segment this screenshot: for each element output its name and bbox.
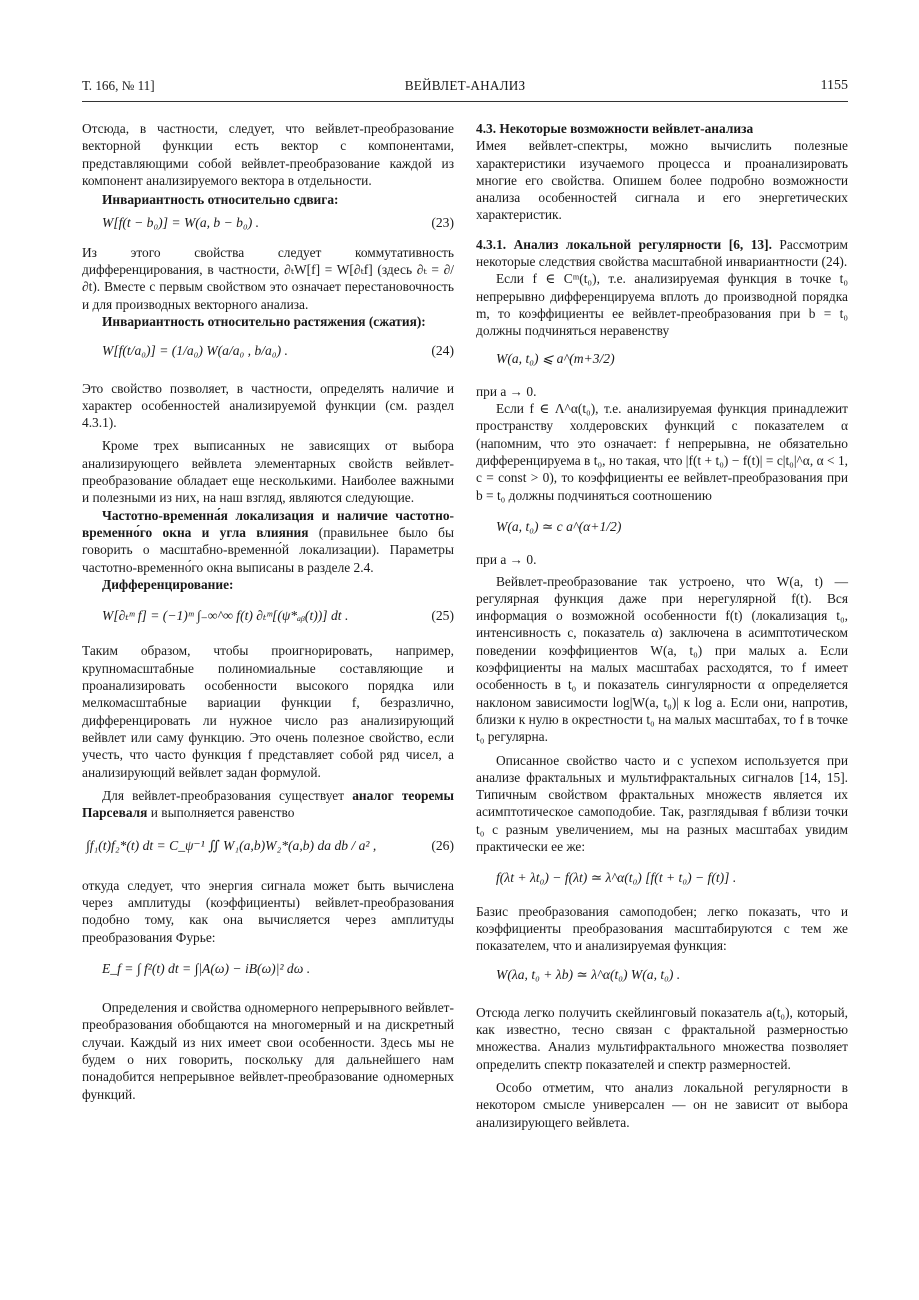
- property-heading-shift: Инвариантность относительно сдвига:: [102, 192, 339, 208]
- paragraph: Кроме трех выписанных не зависящих от выбора анализирующего вейвлета элементарных свойств вейвлет-преобразование обладает еще несколькими. Наиболее важными и полезными из них, на наш взгляд, являются следующие.: [82, 438, 454, 506]
- property-heading-diff: Дифференцирование:: [102, 576, 234, 592]
- paragraph: Описанное свойство часто и с успехом используется при анализе фрактальных и мультифрактальных сигналов [14, 15]. Типичным свойством фрактальных множеств является их асимптотическое самоподобие. Так, разглядывая f вблизи точки t₀ с разным увеличением, мы на разных масштабах увидим практически ее же:: [476, 752, 848, 854]
- header-rule: [82, 101, 848, 102]
- property-heading-scale: Инвариантность относительно растяжения (сжатия):: [102, 313, 426, 329]
- paragraph: Если f ∈ Cᵐ(t₀), т.е. анализируемая функция в точке t₀ непрерывно дифференцируема вплоть до производной порядка m, то коэффициенты ее вейвлет-преобразования при b = t₀ должны подчиняться неравенству: [476, 271, 848, 339]
- equation-24: W[f(t/a₀)] = (1/a₀) W(a/a₀ , b/a₀) . (24): [102, 343, 454, 359]
- section-heading: 4.3. Некоторые возможности вейвлет-анализа: [476, 121, 754, 136]
- paragraph: Отсюда легко получить скейлинговый показатель a(t₀), который, как известно, тесно связан с фрактальной размерностью множества. Анализ мультифрактального множества позволяет определить спектр показателей и спектр размерностей.: [476, 1004, 848, 1072]
- equation-23: W[f(t − b₀)] = W(a, b − b₀) . (23): [102, 215, 454, 231]
- paragraph: Вейвлет-преобразование так устроено, что W(a, t) — регулярная функция даже при нерегулярной f(t). Вся информация о возможной особенности f(t) (локализация t₀, интенсивность c, показатель α) заключена в асимптотическом поведении коэффициентов W(a, t₀) при малых a. Если коэффициенты на малых масштабах расходятся, то f имеет особенность в t₀ и показатель сингулярности α определяется наклоном зависимости log|W(a, t₀)| к log a. Если они, напротив, близки к нулю в окрестности t₀ на малых масштабах, то f в точке t₀ регулярна.: [476, 573, 848, 745]
- parseval-term: аналог теоремы Парсеваля: [82, 787, 455, 821]
- equation-number: (25): [431, 608, 454, 624]
- property-heading-localization: Частотно-временна́я локализация и наличие частотно-временно́го окна и угла влияния: [82, 507, 454, 540]
- paragraph: Базис преобразования самоподобен; легко показать, что и коэффициенты преобразования масштабируются с тем же показателем, что и анализируемая функция:: [476, 903, 848, 954]
- paragraph: Частотно-временна́я локализация и наличие частотно-временно́го окна и угла влияния (правильнее было бы говорить о масштабно-временно́й локализации). Параметры частотно-временно́го окна выписаны в разделе 2.4.: [82, 507, 454, 575]
- paragraph: Особо отметим, что анализ локальной регулярности в некотором смысле универсален — он не зависит от выбора анализирующего вейвлета.: [476, 1079, 848, 1130]
- paragraph: Имея вейвлет-спектры, можно вычислить полезные характеристики изучаемого процесса и проанализировать многие его свойства. Опишем более подробно возможности анализа особенностей сигнала и его энергетических характеристик.: [476, 138, 848, 223]
- equation-holder-relation: W(a, t₀) ≃ c a^(α+1/2): [496, 518, 622, 534]
- subsection-heading: 4.3.1. Анализ локальной регулярности [6, 13].: [476, 236, 772, 252]
- journal-volume: Т. 166, № 11]: [82, 78, 155, 93]
- right-column: [476, 120, 848, 1131]
- paragraph: откуда следует, что энергия сигнала может быть вычислена через амплитуды (коэффициенты) вейвлет-преобразования подобно тому, как она вычисляется через амплитуды преобразования Фурье:: [82, 877, 454, 945]
- paragraph: 4.3.1. Анализ локальной регулярности [6, 13]. Рассмотрим некоторые следствия свойства масштабной инвариантности (24).: [476, 236, 849, 270]
- equation-scaling: W(λa, t₀ + λb) ≃ λ^α(t₀) W(a, t₀) .: [496, 967, 681, 983]
- paragraph: Если f ∈ Λ^α(t₀), т.е. анализируемая функция принадлежит пространству холдеровских функций с показателем α (напомним, что это означает: f непрерывна, не обязательно дифференцируема в t₀, но такая, что |f(t + t₀) − f(t)| = c|t₀|^α, α < 1, c = const > 0), то коэффициенты ее вейвлет-преобразования при b = t₀ должны подчиняться соотношению: [476, 401, 848, 503]
- running-title: ВЕЙВЛЕТ-АНАЛИЗ: [404, 78, 526, 93]
- paragraph: Определения и свойства одномерного непрерывного вейвлет-преобразования обобщаются на многомерный и на дискретный случаи. Каждый из них имеет свои особенности. Здесь мы не будем о них говорить, поскольку для дальнейшего нам понадобится непрерывное вейвлет-преобразование одномерных функций.: [82, 1000, 454, 1102]
- equation-number: (23): [431, 215, 454, 231]
- equation-number: (26): [431, 838, 454, 854]
- equation-self-similarity: f(λt + λt₀) − f(λt) ≃ λ^α(t₀) [f(t + t₀) − f(t)] .: [496, 870, 737, 886]
- equation-energy: E_f = ∫ f²(t) dt = ∫|A(ω) − iB(ω)|² dω .: [102, 960, 311, 976]
- equation-26: ∫f₁(t)f₂*(t) dt = C_ψ⁻¹ ∬ W₁(a,b)W₂*(a,b) da db / a² , (26): [86, 838, 454, 854]
- paragraph: Для вейвлет-преобразования существует аналог теоремы Парсеваля и выполняется равенство: [82, 787, 455, 821]
- equation-25: W[∂ₜᵐ f] = (−1)ᵐ ∫₋∞^∞ f(t) ∂ₜᵐ[(ψ*ₐᵦ(t))] dt . (25): [102, 608, 454, 624]
- equation-number: (24): [431, 343, 454, 359]
- left-column: [82, 120, 454, 1103]
- paragraph: Таким образом, чтобы проигнорировать, например, крупномасштабные полиномиальные составляющие и проанализировать особенности высокого порядка или мелкомасштабные вариации функции f, безразлично, дифференцировать ли нужное число раз анализирующий вейвлет или саму функцию. Это очень полезное свойство, если учесть, что часто функция f представляет собой ряд чисел, а анализирующий вейвлет задан формулой.: [82, 643, 454, 780]
- paragraph: при a → 0.: [476, 552, 537, 568]
- equation-holder-bound: W(a, t₀) ⩽ a^(m+3/2): [496, 350, 615, 366]
- paragraph: Это свойство позволяет, в частности, определять наличие и характер особенностей анализируемой функции (см. раздел 4.3.1).: [82, 380, 454, 431]
- running-header: [82, 78, 848, 98]
- page-number: 1155: [820, 78, 848, 93]
- paragraph: Из этого свойства следует коммутативность дифференцирования, в частности, ∂ₜW[f] = W[∂ₜf] (здесь ∂ₜ = ∂/∂t). Вместе с первым свойством это означает перестановочность и для производных векторного анализа.: [82, 244, 454, 312]
- paragraph: при a → 0.: [476, 383, 537, 399]
- paragraph: Отсюда, в частности, следует, что вейвлет-преобразование векторной функции есть вектор с компонентами, представляющими собой вейвлет-преобразование каждой из компонент анализируемого вектора в отдельности.: [82, 121, 454, 188]
